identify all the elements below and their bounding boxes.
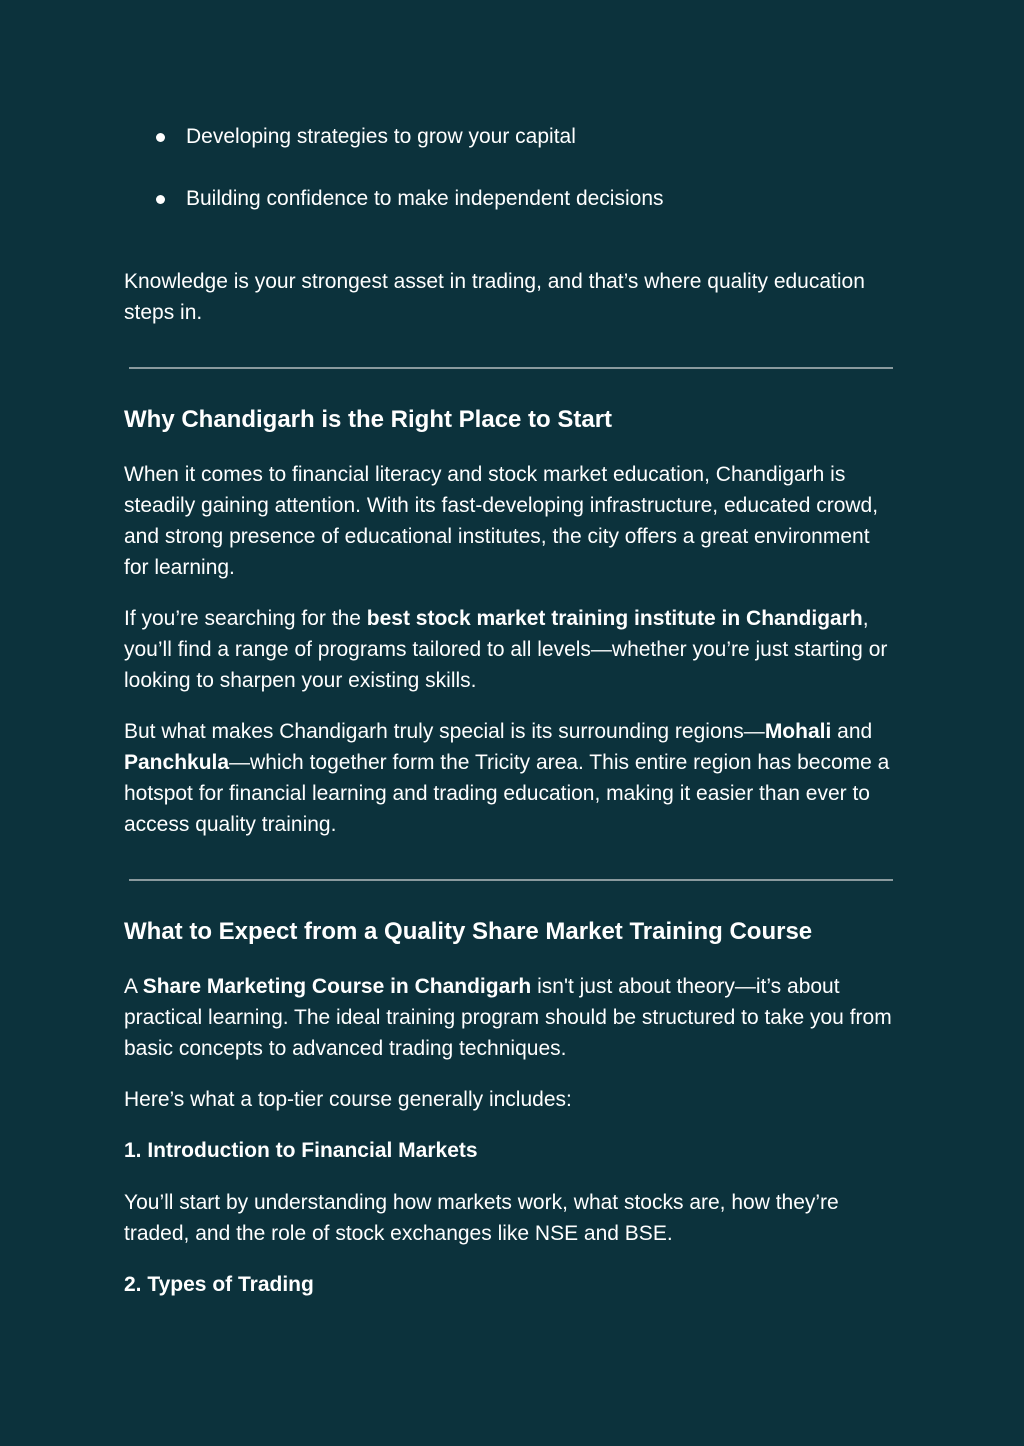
- chandigarh-paragraph-1: When it comes to financial literacy and stock market education, Chandigarh is steadily gaining attention. With its fast-developing infrastructure, educated crowd, and strong presence of educational institutes, the city offers a great environment for learning.: [124, 463, 879, 579]
- bullet-text: Developing strategies to grow your capital: [186, 125, 576, 148]
- course-item-2-title: 2. Types of Trading: [124, 1273, 314, 1296]
- section-divider: [129, 879, 893, 881]
- text-run: A: [124, 975, 143, 998]
- course-paragraph-1: [124, 971, 894, 1064]
- bullet-text: Building confidence to make independent decisions: [186, 187, 664, 210]
- course-paragraph-2: Here’s what a top-tier course generally includes:: [124, 1088, 572, 1111]
- bullet-list: [124, 118, 904, 242]
- text-run: , you’ll find a range of programs tailored to all levels—whether you’re just starting or looking to sharpen your existing skills.: [124, 607, 888, 692]
- section-divider: [129, 367, 893, 369]
- bold-text-panchkula: Panchkula: [124, 751, 230, 774]
- bold-text-course: Share Marketing Course in Chandigarh: [142, 975, 532, 998]
- chandigarh-paragraph-3: [124, 716, 894, 840]
- list-item: [124, 118, 904, 156]
- section-title-chandigarh: Why Chandigarh is the Right Place to Start: [124, 406, 613, 433]
- course-item-1-title: 1. Introduction to Financial Markets: [124, 1139, 478, 1162]
- bullet-dot-icon: [156, 195, 165, 204]
- text-run: —which together form the Tricity area. This entire region has become a hotspot for financial learning and trading education, making it easier than ever to access quality training.: [124, 751, 890, 836]
- section-title-course: What to Expect from a Quality Share Market Training Course: [124, 918, 813, 945]
- text-run: But what makes Chandigarh truly special is its surrounding regions—: [124, 720, 765, 743]
- course-item-1-text: You’ll start by understanding how markets work, what stocks are, how they’re traded, and the role of stock exchanges like NSE and BSE.: [124, 1191, 839, 1245]
- text-run: and: [831, 720, 873, 743]
- knowledge-paragraph: Knowledge is your strongest asset in trading, and that’s where quality education steps in.: [124, 270, 865, 324]
- bullet-dot-icon: [156, 133, 165, 142]
- list-item: [124, 180, 904, 218]
- text-run: isn't just about theory—it’s about practical learning. The ideal training program should be structured to take you from basic concepts to advanced trading techniques.: [124, 975, 892, 1060]
- bold-text-institute: best stock market training institute in Chandigarh: [366, 607, 863, 630]
- chandigarh-paragraph-2: [124, 603, 894, 696]
- bold-text-mohali: Mohali: [764, 720, 832, 743]
- text-run: If you’re searching for the: [124, 607, 367, 630]
